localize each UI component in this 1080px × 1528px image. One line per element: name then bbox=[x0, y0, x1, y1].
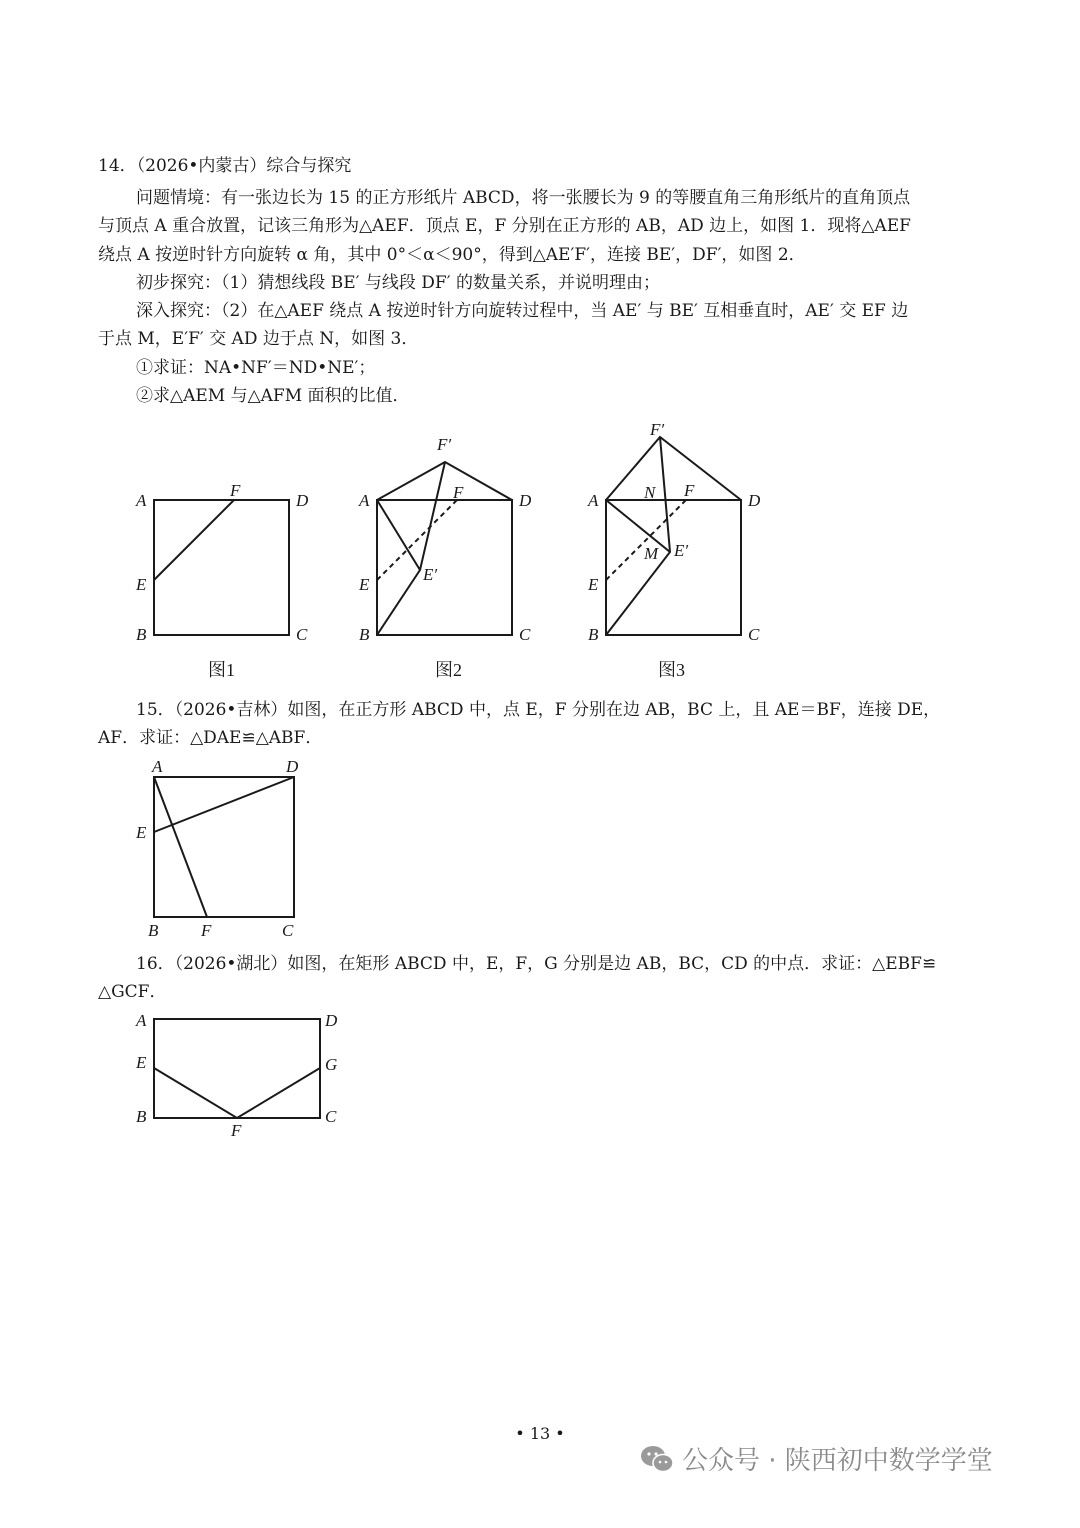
label-f: F bbox=[231, 1121, 242, 1140]
q14-heading: 14．（2026•内蒙古）综合与探究 bbox=[98, 156, 352, 176]
label-n: N bbox=[644, 483, 656, 502]
label-a: A bbox=[136, 1011, 147, 1030]
q14-text: 于点 M，E′F′ 交 AD 边于点 N，如图 3． bbox=[98, 329, 419, 349]
q14-subpart1: ①求证：NA•NF′＝ND•NE′； bbox=[136, 358, 376, 378]
segment-ef bbox=[154, 500, 234, 580]
label-f: F bbox=[453, 483, 464, 502]
label-a: A bbox=[152, 757, 163, 776]
q16-figure bbox=[130, 1006, 350, 1146]
segment-f2e2-e2b bbox=[377, 462, 445, 635]
square-abcd bbox=[154, 777, 294, 917]
rectangle-abcd bbox=[154, 1019, 320, 1118]
label-c: C bbox=[296, 625, 308, 644]
q16-heading: 16．（2026•湖北）如图，在矩形 ABCD 中，E，F，G 分别是边 AB，BC，CD 的中点．求证：△EBF≌ bbox=[136, 954, 937, 974]
label-f: F bbox=[230, 481, 241, 500]
q16-text: △GCF． bbox=[98, 982, 167, 1002]
wechat-icon bbox=[640, 1444, 674, 1474]
label-a: A bbox=[136, 491, 147, 510]
label-c: C bbox=[748, 625, 760, 644]
q14-text: 绕点 A 按逆时针方向旋转 α 角，其中 0°＜α＜90°，得到△AE′F′，连接 BE′，DF′，如图 2． bbox=[98, 245, 806, 265]
figure-3 bbox=[582, 415, 782, 690]
label-e: E bbox=[136, 1053, 147, 1072]
label-b: B bbox=[588, 625, 599, 644]
figure-caption: 图1 bbox=[208, 660, 235, 680]
watermark-text: 公众号 · 陕西初中数学学堂 bbox=[682, 1446, 993, 1476]
q14-part2: 深入探究：（2）在△AEF 绕点 A 按逆时针方向旋转过程中，当 AE′ 与 BE′ 互相垂直时，AE′ 交 EF 边 bbox=[136, 301, 909, 321]
figure-caption: 图2 bbox=[435, 660, 462, 680]
dashed-ef bbox=[377, 500, 457, 580]
q15-text: AF．求证：△DAE≌△ABF． bbox=[98, 728, 323, 748]
label-c: C bbox=[325, 1107, 337, 1126]
label-d: D bbox=[325, 1011, 338, 1030]
square-abcd bbox=[606, 500, 741, 635]
label-e: E bbox=[136, 575, 147, 594]
watermark bbox=[640, 1440, 993, 1477]
label-d: D bbox=[296, 491, 309, 510]
dashed-ef bbox=[606, 500, 689, 580]
label-e: E bbox=[359, 575, 370, 594]
figure-caption: 图3 bbox=[658, 660, 685, 680]
label-d: D bbox=[519, 491, 532, 510]
label-a: A bbox=[359, 491, 370, 510]
label-f-prime: F′ bbox=[650, 420, 665, 439]
label-f: F bbox=[201, 921, 212, 940]
figure-2 bbox=[355, 430, 555, 690]
segment-f2e2-e2b bbox=[606, 437, 670, 635]
label-g: G bbox=[325, 1055, 338, 1074]
page-number: • 13 • bbox=[515, 1424, 565, 1443]
label-f-prime: F′ bbox=[437, 435, 452, 454]
segment-de bbox=[154, 777, 294, 832]
label-f: F bbox=[684, 481, 695, 500]
q15-heading: 15．（2026•吉林）如图，在正方形 ABCD 中，点 E，F 分别在边 AB，BC 上，且 AE＝BF，连接 DE， bbox=[136, 700, 941, 720]
q14-text: 问题情境：有一张边长为 15 的正方形纸片 ABCD，将一张腰长为 9 的等腰直角三角形纸片的直角顶点 bbox=[136, 188, 911, 208]
square-abcd bbox=[154, 500, 289, 635]
q14-part1: 初步探究：（1）猜想线段 BE′ 与线段 DF′ 的数量关系，并说明理由； bbox=[136, 273, 660, 293]
label-e: E bbox=[588, 575, 599, 594]
label-d: D bbox=[748, 491, 761, 510]
segment-af bbox=[154, 777, 207, 917]
label-m: M bbox=[644, 544, 659, 563]
label-b: B bbox=[136, 1107, 147, 1126]
segment-af2-f2d bbox=[606, 437, 741, 500]
label-a: A bbox=[588, 491, 599, 510]
square-abcd bbox=[377, 500, 512, 635]
figure-1 bbox=[130, 478, 330, 688]
q14-subpart2: ②求△AEM 与△AFM 面积的比值． bbox=[136, 386, 410, 406]
label-b: B bbox=[148, 921, 159, 940]
label-d: D bbox=[286, 757, 299, 776]
segments-ef-fg bbox=[154, 1068, 320, 1118]
label-e: E bbox=[136, 823, 147, 842]
label-c: C bbox=[282, 921, 294, 940]
label-c: C bbox=[519, 625, 531, 644]
label-b: B bbox=[359, 625, 370, 644]
q14-text: 与顶点 A 重合放置，记该三角形为△AEF．顶点 E，F 分别在正方形的 AB，AD 边上，如图 1．现将△AEF bbox=[98, 216, 911, 236]
label-b: B bbox=[136, 625, 147, 644]
label-e-prime: E′ bbox=[674, 541, 689, 560]
q15-figure bbox=[130, 752, 320, 942]
label-e-prime: E′ bbox=[423, 565, 438, 584]
